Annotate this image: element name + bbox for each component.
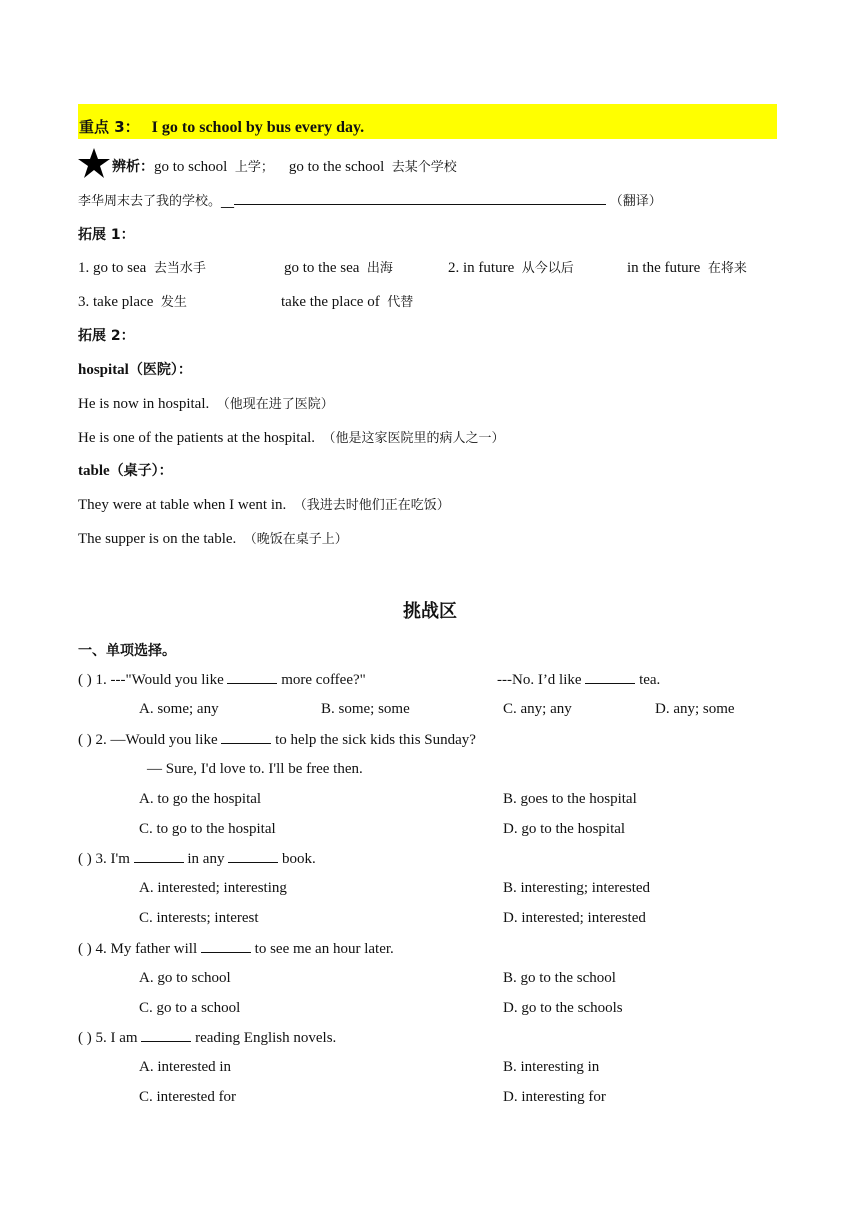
table-example-2-en: The supper is on the table. [78,531,237,547]
ext1-item-2-en: go to the sea [284,260,360,276]
answer-blank [221,729,271,744]
extension-2-title: 拓展 2： [78,328,135,344]
question-text: 1. ---"Would you like [95,672,224,688]
ext1-item-5-en: 3. take place [78,294,154,310]
question-text: 2. —Would you like [95,732,218,748]
translation-note: （翻译） [609,194,662,209]
question-text: to help the sick kids this Sunday? [275,732,476,748]
question-text: 5. I am [95,1030,138,1046]
question-text: 3. I'm [95,851,130,867]
translation-answer-blank[interactable] [234,190,606,205]
option-d[interactable]: D. any; some [655,701,735,717]
option-c[interactable]: C. any; any [503,701,572,717]
hospital-meaning: （医院）： [128,362,192,378]
answer-blank [227,669,277,684]
hospital-example-1-en: He is now in hospital. [78,396,210,412]
question-text: in any [187,851,225,867]
option-c[interactable]: C. go to a school [139,1000,241,1016]
option-d[interactable]: D. interested; interested [503,910,646,926]
answer-bracket[interactable]: ( ) [78,941,92,957]
translation-line [78,190,662,212]
question-1 [78,669,366,690]
question-3 [78,848,316,869]
analysis-line [112,157,457,178]
option-a[interactable]: A. interested in [139,1059,232,1075]
answer-blank [134,848,184,863]
challenge-title: 挑战区 [403,601,457,622]
extension-1-title: 拓展 1： [78,227,135,243]
table-example-1-zh: （我进去时他们正在吃饭） [293,498,450,513]
question-text: ---No. I’d like [497,672,582,688]
question-text: 4. My father will [95,941,198,957]
answer-blank [201,938,251,953]
hospital-example-2 [78,428,505,449]
option-a[interactable]: A. some; any [139,701,219,717]
question-text: book. [281,851,316,867]
question-2 [78,729,476,750]
analysis-phrase-1: go to school [154,159,228,175]
option-b[interactable]: B. interesting in [503,1059,600,1075]
ext1-item-5 [78,292,187,313]
part-title: 一、单项选择。 [78,643,176,659]
analysis-phrase-2: go to the school [288,159,385,175]
ext1-item-2 [284,258,393,279]
question-text: to see me an hour later. [254,941,394,957]
ext1-item-3-zh: 从今以后 [521,261,574,276]
ext1-item-1 [78,258,206,279]
ext1-item-6 [281,292,413,313]
ext1-item-3 [448,258,574,279]
ext1-item-6-zh: 代替 [387,295,414,310]
option-a[interactable]: A. go to school [139,970,231,986]
ext1-item-1-zh: 去当水手 [153,261,206,276]
question-2-reply: — Sure, I'd love to. I'll be free then. [147,761,363,777]
table-meaning: （桌子）： [109,463,173,479]
option-a[interactable]: A. interested; interesting [139,880,287,896]
table-example-2 [78,529,348,550]
option-c[interactable]: C. interests; interest [139,910,259,926]
question-text: tea. [639,672,661,688]
table-example-1 [78,495,450,516]
analysis-label: 辨析： [112,159,154,175]
hospital-example-2-en: He is one of the patients at the hospital. [78,430,316,446]
table-example-2-zh: （晚饭在桌子上） [243,532,348,547]
key-point-sentence: I go to school by bus every day. [151,119,365,136]
question-4 [78,938,394,959]
ext1-item-4-zh: 在将来 [707,261,747,276]
analysis-meaning-1: 上学； [234,160,274,175]
option-b[interactable]: B. go to the school [503,970,616,986]
translation-prompt: 李华周末去了我的学校。__ [78,194,235,209]
option-c[interactable]: C. to go to the hospital [139,821,276,837]
ext1-item-4 [627,258,747,279]
answer-bracket[interactable]: ( ) [78,732,92,748]
answer-blank [141,1027,191,1042]
answer-bracket[interactable]: ( ) [78,851,92,867]
ext1-item-6-en: take the place of [281,294,380,310]
analysis-meaning-2: 去某个学校 [391,160,457,175]
question-1-reply [497,669,660,690]
ext1-item-1-en: 1. go to sea [78,260,147,276]
option-b[interactable]: B. some; some [321,701,410,717]
answer-bracket[interactable]: ( ) [78,672,92,688]
option-d[interactable]: D. interesting for [503,1089,606,1105]
question-text: reading English novels. [195,1030,337,1046]
table-word: table [78,463,110,479]
ext1-item-5-zh: 发生 [160,295,187,310]
hospital-example-1 [78,394,334,415]
option-b[interactable]: B. goes to the hospital [503,791,637,807]
hospital-heading [78,360,192,380]
answer-blank [228,848,278,863]
key-point-title [79,116,364,139]
hospital-word: hospital [78,362,129,378]
option-c[interactable]: C. interested for [139,1089,237,1105]
option-d[interactable]: D. go to the schools [503,1000,623,1016]
question-text: more coffee?" [281,672,366,688]
ext1-item-4-en: in the future [627,260,701,276]
option-b[interactable]: B. interesting; interested [503,880,651,896]
option-d[interactable]: D. go to the hospital [503,821,626,837]
ext1-item-3-en: 2. in future [448,260,515,276]
hospital-example-1-zh: （他现在进了医院） [216,397,334,412]
star-icon [78,148,110,178]
option-a[interactable]: A. to go the hospital [139,791,262,807]
question-5 [78,1027,336,1048]
answer-bracket[interactable]: ( ) [78,1030,92,1046]
table-heading [78,461,173,481]
ext1-item-2-zh: 出海 [366,261,393,276]
key-point-label: 重点 3： [79,118,140,136]
table-example-1-en: They were at table when I went in. [78,497,287,513]
hospital-example-2-zh: （他是这家医院里的病人之一） [322,431,505,446]
answer-blank [585,669,635,684]
